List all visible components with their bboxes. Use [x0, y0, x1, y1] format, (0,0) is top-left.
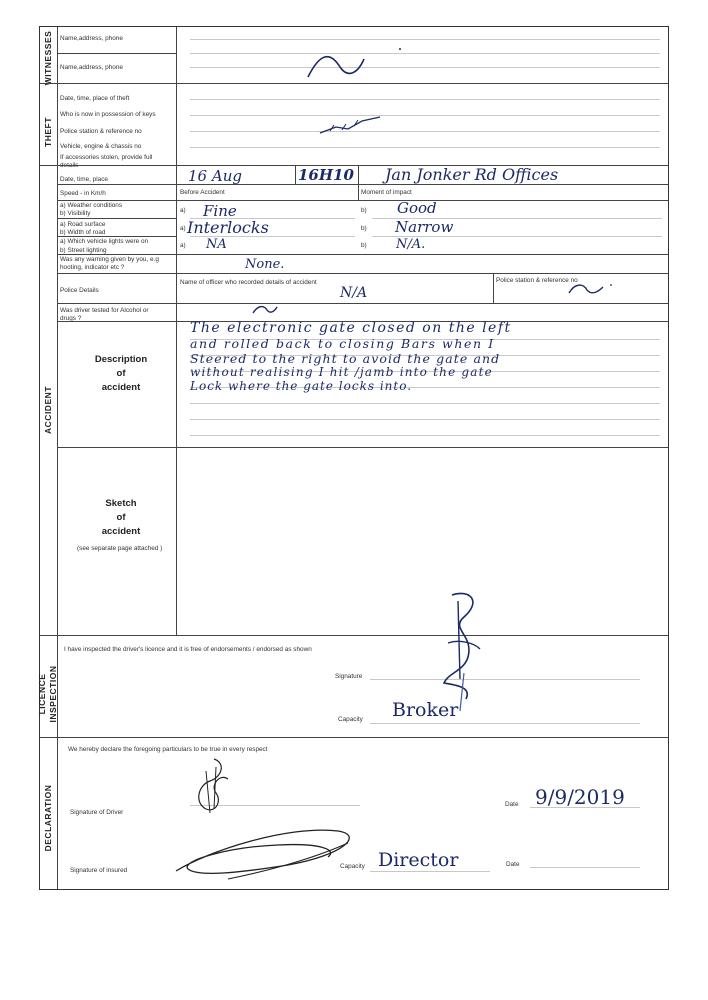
col-a-mark-2: a): [180, 225, 186, 232]
section-licence-1: LICENCE: [37, 673, 47, 715]
alcohol-strike-mark: [250, 303, 280, 317]
section-witnesses: WITNESSES: [43, 30, 53, 86]
insured-signature-label: Signature of insured: [70, 867, 128, 874]
warning-value: None.: [245, 257, 285, 272]
licence-signature: [430, 587, 490, 717]
description-line-1: The electronic gate closed on the left: [190, 320, 512, 336]
visibility-label: b) Visibility: [60, 210, 91, 217]
declaration-date-label-2: Date: [506, 861, 520, 868]
insured-signature: [168, 821, 368, 885]
sketch-title-3: accident: [101, 526, 141, 537]
lights-label: a) Which vehicle lights were on: [60, 238, 149, 245]
declaration-date-value: 9/9/2019: [535, 785, 625, 809]
weather-label: a) Weather conditions: [60, 202, 123, 209]
moment-impact-label: Moment of impact: [361, 189, 412, 196]
witness-1-label: Name,address, phone: [60, 35, 123, 42]
theft-label-4: Vehicle, engine & chassis no: [60, 143, 142, 150]
theft-strike-mark: [316, 115, 386, 139]
col-a-mark-1: a): [180, 207, 186, 214]
driver-signature: [180, 753, 250, 817]
section-declaration: DECLARATION: [43, 784, 53, 852]
alcohol-label-2: drugs ?: [60, 315, 82, 322]
weather-value: Fine: [203, 202, 237, 220]
section-theft: THEFT: [43, 117, 53, 147]
lights-value: NA: [206, 237, 227, 252]
witness-2-label: Name,address, phone: [60, 64, 123, 71]
theft-label-3: Police station & reference no: [60, 128, 142, 135]
street-light-value: N/A.: [396, 237, 426, 252]
theft-label-2: Who is now in possession of keys: [60, 111, 156, 118]
description-title-2: of: [116, 368, 126, 379]
licence-capacity-label: Capacity: [338, 716, 363, 723]
speed-label: Speed - in Km/h: [60, 190, 106, 197]
road-surface-label: a) Road surface: [60, 221, 106, 228]
sketch-title-2: of: [116, 512, 126, 523]
section-licence-2: INSPECTION: [48, 665, 58, 723]
declaration-statement: We hereby declare the foregoing particulars to be true in every respect: [68, 746, 268, 753]
sketch-note: (see separate page attached ): [77, 545, 163, 552]
theft-label-1: Date, time, place of theft: [60, 95, 130, 102]
road-surface-value: Interlocks: [187, 218, 269, 237]
declaration-date-label-1: Date: [505, 801, 519, 808]
officer-label: Name of officer who recorded details of accident: [180, 279, 317, 286]
sketch-title: [76, 497, 166, 539]
accident-place-value: Jan Jonker Rd Offices: [385, 165, 559, 184]
alcohol-label-1: Was driver tested for Alcohol or: [60, 307, 149, 314]
licence-signature-label: Signature: [335, 673, 363, 680]
description-line-2: and rolled back to closing Bars when I: [190, 336, 495, 351]
officer-value: N/A: [340, 285, 368, 301]
col-b-mark-2: b): [361, 225, 367, 232]
theft-label-5: If accessories stolen, provide full: [60, 154, 153, 161]
section-licence: [37, 634, 59, 754]
warning-label-1: Was any warning given by you, e.g: [60, 256, 159, 263]
description-title-1: Description: [94, 354, 148, 365]
accident-date-value: 16 Aug: [188, 167, 242, 185]
sketch-title-1: Sketch: [105, 498, 137, 509]
licence-capacity-value: Broker: [392, 699, 459, 721]
station-strike-mark: [565, 281, 615, 297]
theft-label-6: details: [60, 162, 79, 169]
description-title-3: accident: [101, 382, 141, 393]
declaration-capacity-value: Director: [378, 849, 459, 871]
date-time-place-label: Date, time, place: [60, 176, 108, 183]
visibility-value: Good: [397, 199, 437, 217]
station-label: Police station & reference no: [496, 277, 578, 284]
street-lighting-label: b) Street lighting: [60, 247, 107, 254]
accident-time-value: 16H10: [298, 166, 354, 184]
col-a-mark-3: a): [180, 242, 186, 249]
police-details-label: Police Details: [60, 287, 99, 294]
warning-label-2: hooting, indicator etc ?: [60, 264, 125, 271]
witness-strike-mark: [300, 43, 410, 83]
road-width-label: b) Width of road: [60, 229, 106, 236]
col-b-mark-1: b): [361, 207, 367, 214]
col-b-mark-3: b): [361, 242, 367, 249]
before-accident-label: Before Accident: [180, 189, 225, 196]
licence-statement: I have inspected the driver's licence and it is free of endorsements / endorsed as shown: [64, 646, 312, 653]
road-width-value: Narrow: [395, 218, 454, 236]
declaration-capacity-label: Capacity: [340, 863, 365, 870]
description-line-3: Steered to the right to avoid the gate and: [190, 351, 501, 366]
description-line-4: without realising I hit /jamb into the gate: [190, 365, 493, 379]
claim-form: [39, 26, 669, 890]
driver-signature-label: Signature of Driver: [70, 809, 124, 816]
description-title: [76, 353, 166, 395]
section-accident: ACCIDENT: [43, 386, 53, 434]
description-line-5: Lock where the gate locks into.: [190, 379, 413, 393]
